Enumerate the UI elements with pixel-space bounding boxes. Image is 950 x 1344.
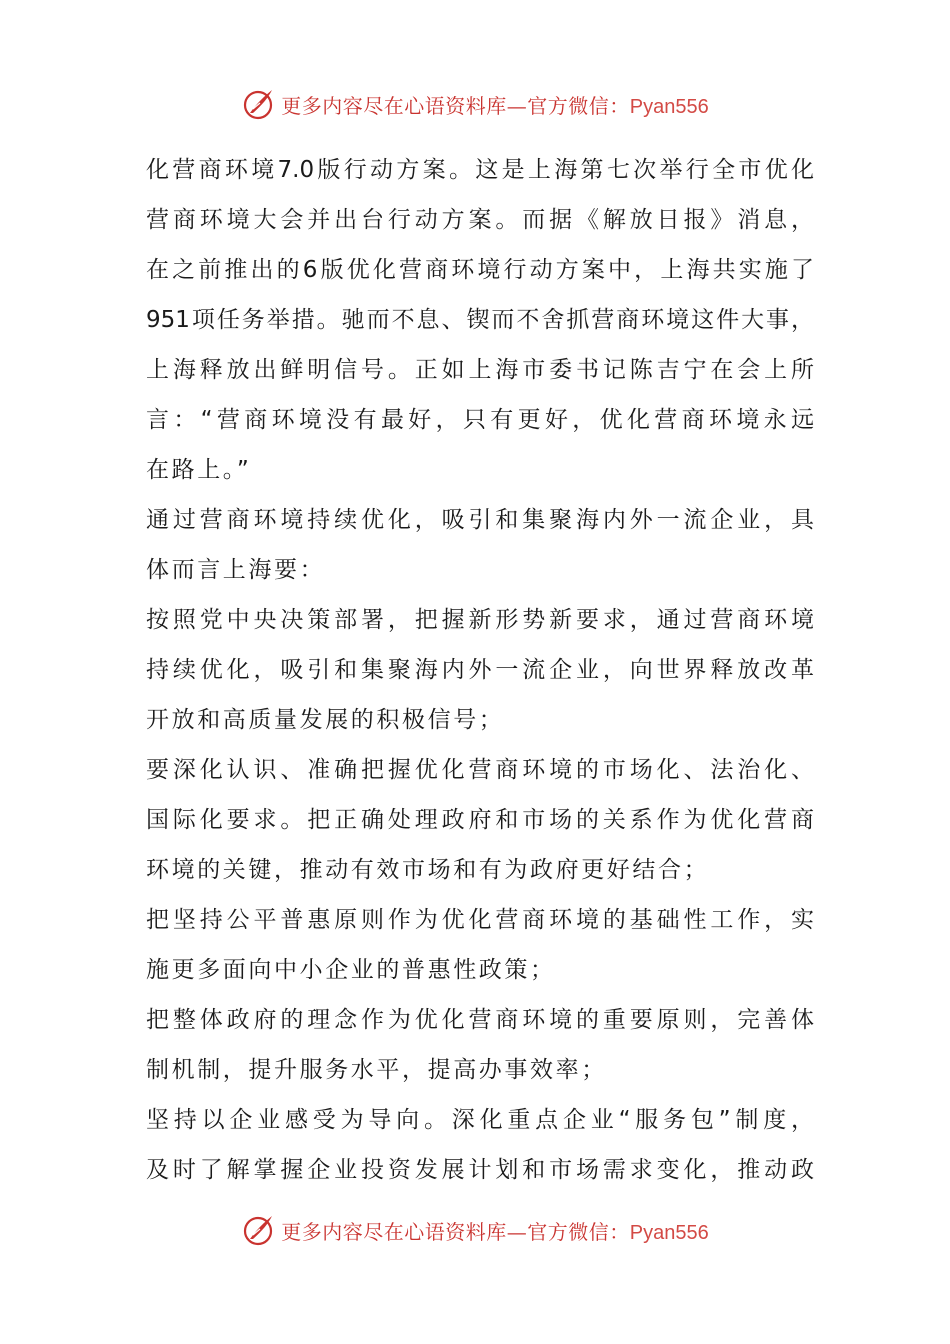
text-line: 在路上。”: [146, 457, 252, 483]
text-line: 坚持以企业感受为导向。深化重点企业“服务包”制度，: [146, 1107, 814, 1133]
text-line: 在之前推出的6版优化营商环境行动方案中，上海共实施了: [146, 257, 814, 283]
header-banner: [0, 84, 950, 124]
wechat-handle: Pyan556: [629, 95, 709, 118]
text-line: 951项任务举措。驰而不息、锲而不舍抓营商环境这件大事，: [146, 307, 814, 333]
text-line: 体而言上海要：: [146, 557, 326, 583]
banner-text: 更多内容尽在心语资料库—官方微信：Pyan556: [281, 93, 709, 118]
text-line: 持续优化，吸引和集聚海内外一流企业，向世界释放改革: [146, 657, 814, 683]
text-line: 言：“营商环境没有最好，只有更好，优化营商环境永远: [146, 407, 814, 433]
text-line: 开放和高质量发展的积极信号；: [146, 707, 505, 733]
footer-banner: [0, 1210, 950, 1250]
document-body: [146, 145, 814, 1195]
text-line: 环境的关键，推动有效市场和有为政府更好结合；: [146, 857, 710, 883]
wechat-handle: Pyan556: [629, 1221, 709, 1244]
text-line: 上海释放出鲜明信号。正如上海市委书记陈吉宁在会上所: [146, 357, 814, 383]
quill-seal-icon: [241, 86, 277, 122]
text-line: 国际化要求。把正确处理政府和市场的关系作为优化营商: [146, 807, 814, 833]
text-line: 把坚持公平普惠原则作为优化营商环境的基础性工作，实: [146, 907, 814, 933]
text-line: 及时了解掌握企业投资发展计划和市场需求变化，推动政: [146, 1157, 814, 1183]
text-line: 把整体政府的理念作为优化营商环境的重要原则，完善体: [146, 1007, 814, 1033]
text-line: 制机制，提升服务水平，提高办事效率；: [146, 1057, 607, 1083]
text-line: 施更多面向中小企业的普惠性政策；: [146, 957, 556, 983]
text-line: 按照党中央决策部署，把握新形势新要求，通过营商环境: [146, 607, 814, 633]
text-line: 要深化认识、准确把握优化营商环境的市场化、法治化、: [146, 757, 814, 783]
text-line: 化营商环境7.0版行动方案。这是上海第七次举行全市优化: [146, 157, 814, 183]
text-line: 营商环境大会并出台行动方案。而据《解放日报》消息，: [146, 207, 814, 233]
quill-seal-icon: [241, 1212, 277, 1248]
banner-text: 更多内容尽在心语资料库—官方微信：Pyan556: [281, 1219, 709, 1244]
text-line: 通过营商环境持续优化，吸引和集聚海内外一流企业，具: [146, 507, 814, 533]
